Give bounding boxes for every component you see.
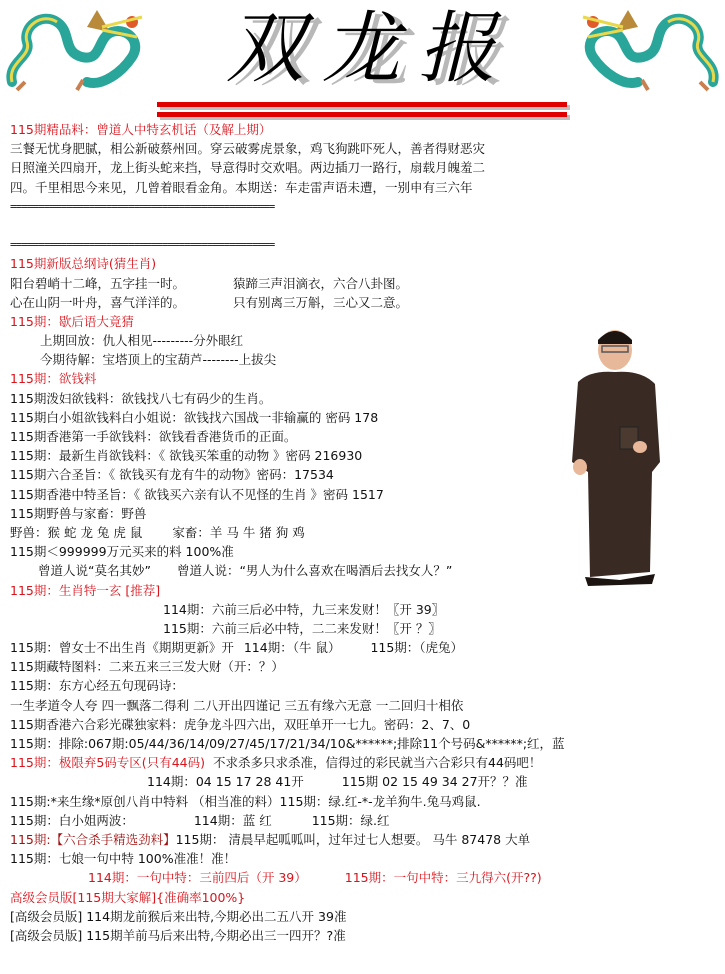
poem-line: 四。千里相思今来见，几曾着眼看金角。本期送：车走雷声语未遭，一别申有三六年 (10, 179, 473, 195)
section-heading: 115期：歇后语大竟猜 (10, 313, 134, 329)
clue-line: [高级会员版] 114期龙前猴后来出特,今期必出二五八开 39准 (10, 908, 347, 924)
section-heading: 高级会员版[115期大家解]{准确率100%} (10, 889, 246, 905)
clue-line: 115期：最新生肖欲钱料：《 欲钱买笨重的动物 》密码 216930 (10, 448, 363, 464)
riddle-current: 今期待解：宝塔顶上的宝葫芦--------上拔尖 (40, 352, 277, 368)
clue-text: 115期：白小姐两波： (10, 812, 134, 828)
shashou-row (10, 830, 725, 849)
clue-text: 115期：绿.红 (311, 812, 390, 828)
clue-line: 115期泼妇欲钱料：欲钱找八七有码少的生肖。 (10, 390, 272, 406)
clue-line: 一生孝道令人夸 四一飘落二得利 二八开出四谨记 三五有缘六无意 一二回归十相依 (10, 697, 464, 713)
clue-line: 114期：六前三后必中特，九三来发财！〖开 39〗 (163, 601, 445, 617)
dragon-icon (563, 2, 723, 94)
poem-text: 猿蹄三声泪滴衣，六合八卦图。 (233, 275, 409, 291)
clue-text: 114期：蓝 红 (193, 812, 272, 828)
poem-text: 阳台碧峭十二峰，五字挂一时。 (10, 275, 186, 291)
clue-text: 114期：04 15 17 28 41开 (147, 774, 304, 790)
section-heading: 115期:【六合杀手精选劲料】 (10, 831, 176, 847)
clue-text: 114期：（牛 鼠） (243, 640, 341, 656)
yiju-row (10, 868, 725, 887)
clue-line: 115期藏特图料：二来五来三三发大财（开：？） (10, 659, 284, 675)
section-heading: 115期：生肖特一玄 [推荐] (10, 582, 161, 598)
clue-line: 115期：六前三后必中特，二二来发财！〖开 ？〗 (163, 620, 441, 636)
clue-line: 115期＜999999万元买来的料 100%准 (10, 544, 234, 560)
riddle-last: 上期回放：仇人相见---------分外眼红 (40, 333, 244, 349)
poem-text: 只有别离三万斛，三心又二意。 (233, 294, 409, 310)
dragon-icon (2, 2, 162, 94)
zeng-row (10, 638, 725, 657)
quote-text: 曾道人说“莫名其妙” (38, 563, 151, 579)
clue-line: 115期白小姐欲钱料白小姐说：欲钱找六国战一非输赢的 密码 178 (10, 409, 379, 425)
clue-line: 115期六合圣旨：《 欲钱买有龙有牛的动物》密码：17534 (10, 467, 334, 483)
separator: =============================================== (10, 238, 275, 252)
poem-line: 三餐无忧身肥腻，相公新破蔡州回。穿云破雾虎景象，鸡飞狗跳吓死人，善者得财恶灾 (10, 141, 486, 157)
clue-text: 不求杀多只求杀准，信得过的彩民就当六合彩只有44码吧！ (212, 755, 542, 771)
numbers-row (10, 772, 725, 791)
clue-line: 115期香港中特圣旨：《 欲钱买六亲有认不见怪的生肖 》密码 1517 (10, 486, 384, 502)
poem-line: 日照潼关四扇开，龙上街头蛇来挡，导意得时交欢唱。两边插刀一路行，扇载月魄羞二 (10, 160, 486, 176)
section-heading: 115期：极限弃5码专区(只有44码) (10, 755, 205, 771)
quote-row (10, 561, 725, 580)
banner (0, 0, 725, 118)
clue-text: 115期： 清晨早起呱呱叫，过年过七人想要。 马牛 87478 大单 (175, 831, 531, 847)
clue-text: 114期：一句中特：三前四后（开 39） (88, 870, 307, 886)
clue-text: 115期：曾女士不出生肖《期期更新》开 (10, 640, 234, 656)
bai-row (10, 811, 725, 830)
clue-line: 115期野兽与家畜：野兽 (10, 505, 147, 521)
clue-line: 115期：东方心经五句现码诗： (10, 678, 184, 694)
jixian-row (10, 753, 725, 772)
separator: =============================================== (10, 199, 275, 213)
masthead-rule-top (157, 102, 567, 107)
clue-line: 115期：七娘一句中特 100%准准！准！ (10, 851, 237, 867)
quote-text: 曾道人说：“男人为什么喜欢在喝酒后去找女人？” (176, 563, 453, 579)
document-body (10, 120, 725, 945)
clue-line: 115期：排除:067期:05/44/36/14/09/27/45/17/21/34/10&******;排除11个号码&******;红，蓝 (10, 736, 565, 751)
poem-row (10, 274, 725, 293)
wild-animals: 野兽：猴 蛇 龙 兔 虎 鼠 (10, 524, 143, 540)
masthead-rule-bottom (157, 112, 567, 117)
animal-groups (10, 523, 725, 542)
clue-line: 115期香港第一手欲钱料：欲钱看香港货币的正面。 (10, 429, 297, 444)
blank-line (10, 216, 725, 235)
poem-text: 心在山阴一叶舟，喜气洋洋的。 (10, 294, 186, 310)
poem-row (10, 293, 725, 312)
section-heading: 115期新版总纲诗(猜生肖) (10, 256, 157, 272)
clue-text: 115期：一句中特：三九得六(开??) (344, 870, 542, 886)
clue-line: 115期香港六合彩光碟独家料：虎争龙斗四六出，双旺单开一七九。密码：2、7、0 (10, 716, 471, 732)
domestic-animals: 家畜：羊 马 牛 猪 狗 鸡 (172, 524, 305, 540)
clue-line: [高级会员版] 115期羊前马后来出特,今期必出三一四开？?准 (10, 927, 346, 943)
masthead-title: 双龙报 (225, 4, 514, 94)
clue-text: 115期 02 15 49 34 27开？？准 (341, 774, 528, 790)
section-heading: 115期精品料：曾道人中特玄机话（及解上期） (10, 122, 272, 137)
clue-line: 115期:*来生缘*原创八肖中特料 （相当准的料）115期：绿.红-*-龙羊狗牛.兔马鸡鼠. (10, 793, 481, 809)
section-heading: 115期：欲钱料 (10, 371, 97, 387)
clue-text: 115期：（虎兔） (370, 640, 464, 656)
